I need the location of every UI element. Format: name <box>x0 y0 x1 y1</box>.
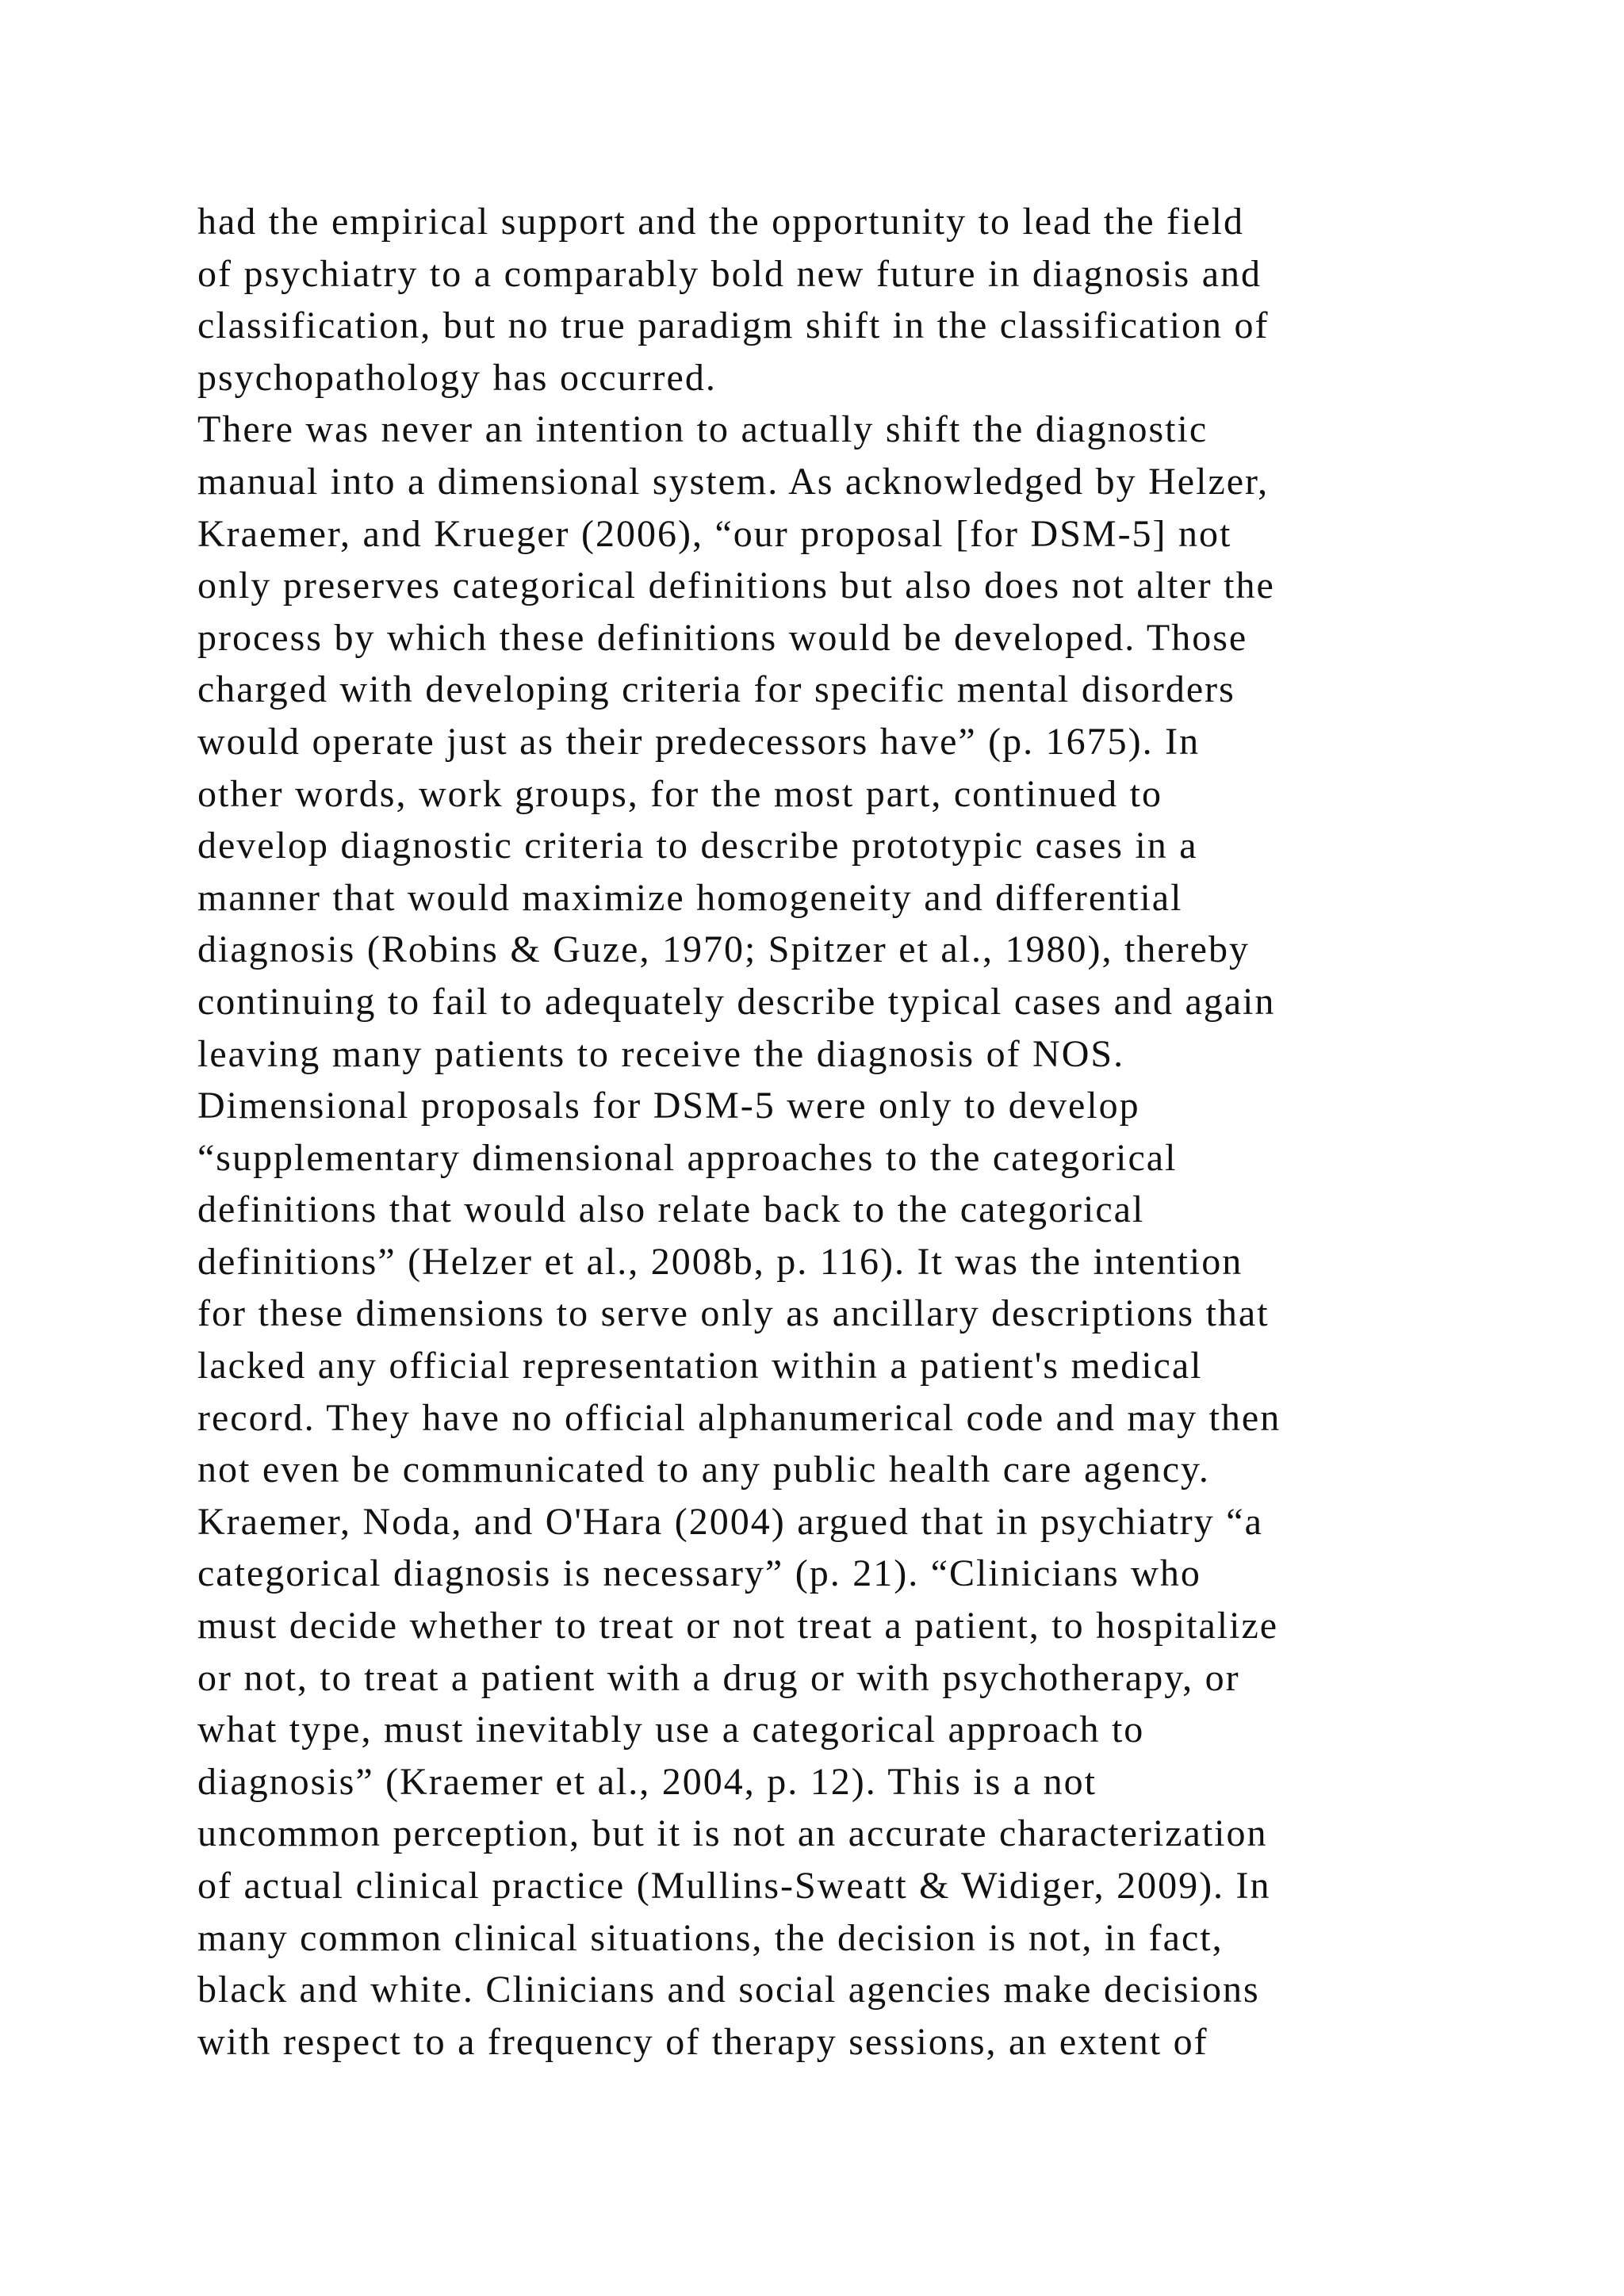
text-line: other words, work groups, for the most part, continued to <box>197 772 1162 815</box>
text-line: psychopathology has occurred. <box>197 356 717 399</box>
text-line: only preserves categorical definitions but also does not alter the <box>197 564 1275 607</box>
text-line: what type, must inevitably use a categorical approach to <box>197 1709 1145 1751</box>
text-line: manner that would maximize homogeneity and differential <box>197 876 1183 919</box>
text-line: classification, but no true paradigm shift in the classification of <box>197 304 1270 347</box>
text-line: manual into a dimensional system. As acknowledged by Helzer, <box>197 460 1270 503</box>
body-text <box>197 196 1506 2068</box>
text-line: record. They have no official alphanumerical code and may then <box>197 1396 1281 1439</box>
text-line: Dimensional proposals for DSM-5 were only to develop <box>197 1085 1140 1127</box>
text-line: for these dimensions to serve only as ancillary descriptions that <box>197 1292 1270 1335</box>
text-line: not even be communicated to any public health care agency. <box>197 1448 1210 1491</box>
text-line: continuing to fail to adequately describe typical cases and again <box>197 980 1276 1023</box>
text-line: must decide whether to treat or not treat a patient, to hospitalize <box>197 1605 1279 1647</box>
text-line: diagnosis (Robins & Guze, 1970; Spitzer et al., 1980), thereby <box>197 928 1250 971</box>
text-line: black and white. Clinicians and social agencies make decisions <box>197 1969 1260 2011</box>
text-line: many common clinical situations, the decision is not, in fact, <box>197 1916 1224 1959</box>
text-line: of actual clinical practice (Mullins-Sweatt & Widiger, 2009). In <box>197 1865 1271 1907</box>
text-line: process by which these definitions would be developed. Those <box>197 616 1248 659</box>
text-line: categorical diagnosis is necessary” (p. 21). “Clinicians who <box>197 1552 1201 1595</box>
text-line: develop diagnostic criteria to describe prototypic cases in a <box>197 825 1198 867</box>
text-line: Kraemer, Noda, and O'Hara (2004) argued that in psychiatry “a <box>197 1500 1263 1543</box>
text-line: “supplementary dimensional approaches to the categorical <box>197 1136 1178 1179</box>
text-line: definitions that would also relate back to the categorical <box>197 1188 1145 1231</box>
text-line: leaving many patients to receive the diagnosis of NOS. <box>197 1032 1125 1075</box>
text-line: charged with developing criteria for specific mental disorders <box>197 668 1235 711</box>
text-line: with respect to a frequency of therapy sessions, an extent of <box>197 2020 1208 2063</box>
text-line: or not, to treat a patient with a drug or with psychotherapy, or <box>197 1656 1240 1699</box>
text-line: Kraemer, and Krueger (2006), “our proposal [for DSM-5] not <box>197 512 1232 555</box>
text-line: definitions” (Helzer et al., 2008b, p. 116). It was the intention <box>197 1240 1243 1283</box>
text-line: would operate just as their predecessors have” (p. 1675). In <box>197 720 1201 763</box>
text-line: of psychiatry to a comparably bold new future in diagnosis and <box>197 252 1262 295</box>
text-line: diagnosis” (Kraemer et al., 2004, p. 12). This is a not <box>197 1760 1097 1803</box>
text-line: uncommon perception, but it is not an accurate characterization <box>197 1812 1268 1855</box>
text-line: lacked any official representation within a patient's medical <box>197 1345 1203 1387</box>
text-line: had the empirical support and the opportunity to lead the field <box>197 201 1245 243</box>
text-line: There was never an intention to actually shift the diagnostic <box>197 408 1208 451</box>
